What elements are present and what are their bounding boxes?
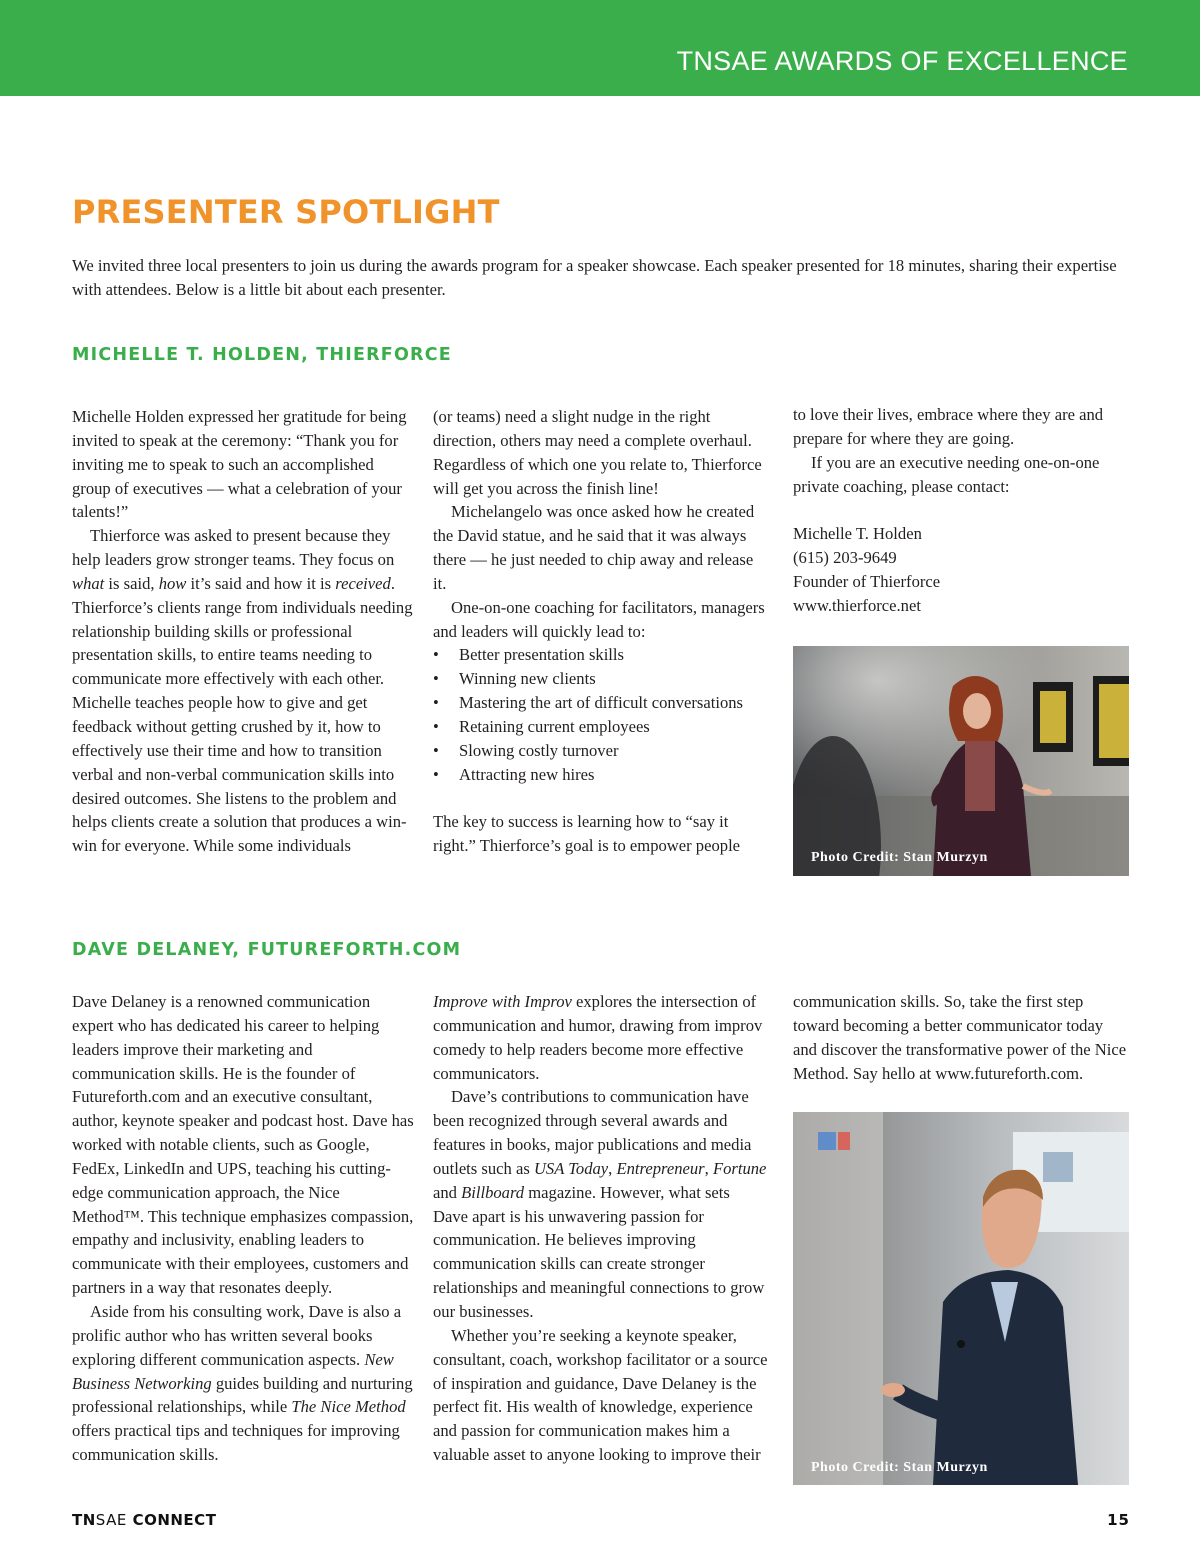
header-bar bbox=[0, 0, 1200, 96]
list-item: • Attracting new hires bbox=[433, 763, 769, 787]
section-heading-delaney: DAVE DELANEY, FUTUREFORTH.COM bbox=[72, 940, 462, 960]
paragraph: communication skills. So, take the first step toward becoming a better communicator today and discover the transformative power of the Nice Method. Say hello at www.futureforth.com. bbox=[793, 992, 1127, 1083]
photo-credit: Photo Credit: Stan Murzyn bbox=[811, 850, 988, 865]
delaney-column-3 bbox=[793, 990, 1131, 1085]
list-item: • Slowing costly turnover bbox=[433, 739, 769, 763]
contact-name: Michelle T. Holden bbox=[793, 524, 922, 544]
paragraph: The key to success is learning how to “say it right.” Thierforce’s goal is to empower people bbox=[433, 812, 741, 856]
paragraph: Thierforce was asked to present because they help leaders grow stronger teams. They focus on what is said, how it’s said and how it is received. Thierforce’s clients range from individuals needing relationship building skills or professional presentation skills, to entire teams needing to communicate more effectively with each other. Michelle teaches people how to give and get feedback without getting crushed by it, how to effectively use their time and how to transition verbal and non-verbal communication skills into desired outcomes. She listens to the problem and helps clients create a solution that produces a win-win for everyone. While some individuals bbox=[72, 526, 413, 856]
delaney-photo bbox=[793, 1112, 1129, 1485]
photo-credit: Photo Credit: Stan Murzyn bbox=[811, 1460, 988, 1475]
holden-column-3 bbox=[793, 403, 1131, 618]
section-heading-holden: MICHELLE T. HOLDEN, THIERFORCE bbox=[72, 345, 452, 365]
intro-paragraph: We invited three local presenters to join us during the awards program for a speaker showcase. Each speaker presented for 18 minutes, sharing their expertise with attendees. Below is a little bit about each presenter. bbox=[72, 256, 1117, 299]
contact-phone: (615) 203-9649 bbox=[793, 548, 897, 568]
delaney-column-1 bbox=[72, 990, 414, 1467]
contact-title: Founder of Thierforce bbox=[793, 571, 941, 591]
holden-photo bbox=[793, 646, 1129, 876]
paragraph: Michelle Holden expressed her gratitude for being invited to speak at the ceremony: “Thank you for inviting me to speak to such an accomplished group of executives — what a celebration of your talents!” bbox=[72, 407, 407, 522]
paragraph: Whether you’re seeking a keynote speaker, consultant, coach, workshop facilitator or a source of inspiration and guidance, Dave Delaney is the perfect fit. His wealth of knowledge, experience and passion for communication makes him a valuable asset to anyone looking to improve their bbox=[433, 1325, 768, 1465]
paragraph: Aside from his consulting work, Dave is also a prolific author who has written several books exploring different communication aspects. New Business Networking guides building and nurturing professional relationships, while The Nice Method offers practical tips and techniques for improving communication skills. bbox=[72, 1301, 413, 1465]
page-title: PRESENTER SPOTLIGHT bbox=[72, 193, 500, 231]
paragraph: Improve with Improv explores the intersection of communication and humor, drawing from improv comedy to help readers become more effective communicators. bbox=[433, 992, 763, 1083]
list-item: • Retaining current employees bbox=[433, 715, 769, 739]
paragraph: If you are an executive needing one-on-one private coaching, please contact: bbox=[793, 452, 1100, 496]
header-title: TNSAE AWARDS OF EXCELLENCE bbox=[676, 46, 1128, 76]
holden-column-1 bbox=[72, 405, 414, 858]
holden-column-2 bbox=[433, 405, 769, 858]
paragraph: One-on-one coaching for facilitators, managers and leaders will quickly lead to: bbox=[433, 597, 765, 641]
list-item: • Better presentation skills bbox=[433, 643, 769, 667]
benefits-list bbox=[433, 643, 769, 786]
footer-brand: TNSAE CONNECT bbox=[72, 1511, 217, 1529]
delaney-column-2 bbox=[433, 990, 769, 1467]
paragraph: Dave Delaney is a renowned communication expert who has dedicated his career to helping leaders improve their marketing and communication skills. He is the founder of Futureforth.com and an executive consultant, author, keynote speaker and podcast host. Dave has worked with notable clients, such as Google, FedEx, LinkedIn and UPS, teaching his cutting-edge communication approach, the Nice Method™. This technique emphasizes compassion, empathy and inclusivity, enabling leaders to communicate with their employees, customers and partners in a way that resonates deeply. bbox=[72, 992, 414, 1298]
list-item: • Mastering the art of difficult conversations bbox=[433, 691, 769, 715]
paragraph: Dave’s contributions to communication have been recognized through several awards and features in books, major publications and media outlets such as USA Today, Entrepreneur, Fortune and Billboard magazine. However, what sets Dave apart is his unwavering passion for communication. He believes improving communication skills can create stronger relationships and meaningful connections to grow our businesses. bbox=[433, 1087, 767, 1321]
page-number: 15 bbox=[1107, 1511, 1130, 1529]
paragraph: to love their lives, embrace where they are and prepare for where they are going. bbox=[793, 405, 1104, 448]
paragraph: Michelangelo was once asked how he created the David statue, and he said that it was always there — he just needed to chip away and release it. bbox=[433, 502, 755, 593]
paragraph: (or teams) need a slight nudge in the right direction, others may need a complete overhaul. Regardless of which one you relate to, Thierforce will get you across the finish line! bbox=[433, 407, 762, 498]
contact-website: www.thierforce.net bbox=[793, 595, 921, 615]
list-item: • Winning new clients bbox=[433, 667, 769, 691]
